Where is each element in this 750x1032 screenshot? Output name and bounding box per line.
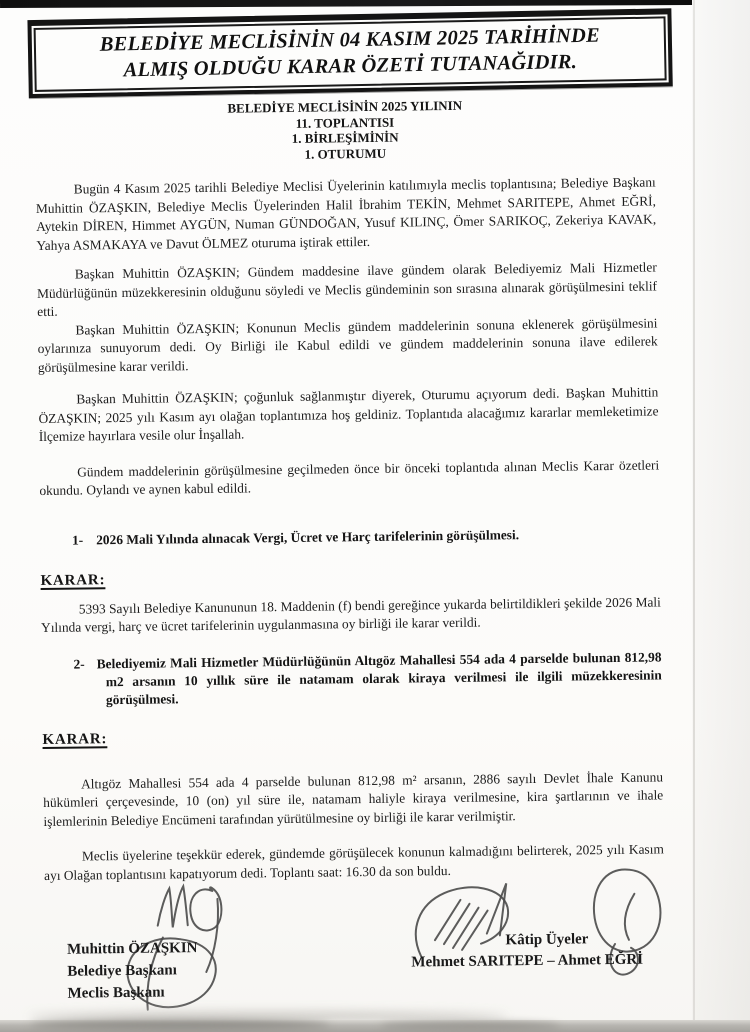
paragraph-agenda-addition-vote: Başkan Muhittin ÖZAŞKIN; Konunun Meclis gündem maddelerinin sonuna eklenerek görüşülmesini oylarınıza sunuyorum dedi. Oy Birliği ile Kabul edildi ve gündem maddelerinin sonuna ilave edilerek görüşülmesine karar verildi. (37, 314, 658, 375)
document-title-line-1: BELEDİYE MECLİSİNİN 04 KASIM 2025 TARİHİNDE (99, 24, 601, 56)
scan-bottom-blotch-1 (30, 1020, 330, 1030)
decision-text-2: Altıgöz Mahallesi 554 ada 4 parselde bulunan 812,98 m² arsanın, 2886 sayılı Devlet İhale Kanunu hükümleri çerçevesinde, 10 (on) yıl süre ile, natamam haliyle kiraya verilmesine, kira şartlarının ve ihale işlemlerinin Belediye Encümeni tarafından yürütülmesine oy birliği ile karar verilmiştir. (43, 768, 664, 829)
paragraph-previous-minutes: Gündem maddelerinin görüşülmesine geçilmeden önce bir önceki toplantıda alınan Meclis Karar özetleri okundu. Oylandı ve aynen kabul edildi. (39, 456, 660, 499)
meeting-session-line: 1. BİRLEŞİMİNİN (291, 129, 399, 146)
agenda-item-2-number: 2- (73, 655, 85, 672)
mayor-signature-block (67, 937, 198, 1005)
paragraph-session-opening: Başkan Muhittin ÖZAŞKIN; çoğunluk sağlanmıştır diyerek, Oturumu açıyorum dedi. Başkan Muhittin ÖZAŞKIN; 2025 yılı Kasım ayı olağan toplantımıza hoş geldiniz. Toplantıda alacağımız kararlar memleketimize İlçemize hayırlara vesile olur İnşallah. (38, 384, 659, 445)
agenda-item-1 (40, 524, 660, 550)
document-title-box (27, 8, 672, 98)
agenda-item-1-number: 1- (71, 531, 84, 548)
meeting-number-line: 11. TOPLANTISI (295, 114, 395, 131)
paragraph-closing: Meclis üyelerine teşekkür ederek, gündemde görüşülecek konunun kalmadığını belirterek, 2025 yılı Kasım ayı Olağan toplantısını kapatıyorum dedi. Toplantı saat: 16.30 da son buldu. (44, 841, 664, 883)
clerks-names: Mehmet SARITEPE – Ahmet EĞRİ (411, 951, 644, 971)
clerks-signature-block (397, 928, 657, 973)
meeting-sitting-line: 1. OTURUMU (304, 145, 387, 162)
decision-text-1: 5393 Sayılı Belediye Kanununun 18. Maddenin (f) bendi gereğince yukarda belirtildikleri şekilde 2026 Mali Yılında vergi, harç ve ücret tarifelerinin uygulanmasına oy birliği ile karar verildi. (41, 593, 661, 635)
agenda-item-2 (41, 648, 662, 710)
paragraph-attendance: Bugün 4 Kasım 2025 tarihli Belediye Meclisi Üyelerinin katılımıyla meclis toplantısına; Belediye Başkanı Muhittin ÖZAŞKIN, Belediye Meclis Üyelerinden Halil İbrahim TEKİN, Mehmet SARITEPE, Ahmet EĞRİ, Aytekin DİREN, Himmet AYGÜN, Numan GÜNDOĞAN, Yusuf KILINÇ, Ömer SARIKOÇ, Zekeriya KAVAK, Yahya ASMAKAYA ve Davut ÖLMEZ oturuma iştirak ettiler. (35, 174, 657, 253)
clerks-role: Kâtip Üyeler (505, 931, 589, 949)
decision-label-1: KARAR: (40, 571, 106, 589)
decision-label-2: KARAR: (42, 730, 108, 748)
scan-right-haze (692, 0, 750, 1032)
agenda-item-1-text: 2026 Mali Yılında alınacak Vergi, Ücret ve Harç tarifelerinin görüşülmesi. (96, 526, 520, 547)
scan-right-edge-line (693, 0, 695, 1032)
meeting-heading (35, 95, 656, 165)
mayor-title-2: Meclis Başkanı (67, 984, 165, 1002)
mayor-title-1: Belediye Başkanı (67, 962, 177, 980)
mayor-name: Muhittin ÖZAŞKIN (66, 940, 198, 958)
scan-bottom-edge-artifact (0, 1020, 750, 1032)
scan-top-edge-artifact (0, 0, 692, 8)
paragraph-agenda-addition-proposal: Başkan Muhittin ÖZAŞKIN; Gündem maddesine ilave gündem olarak Belediyemiz Mali Hizmetler Müdürlüğünün müzekkeresinin olduğunu söyledi ve Meclis gündeminin son sırasına alınarak görüşülmesini teklif etti. (36, 259, 658, 320)
document-content (34, 10, 667, 1032)
document-title-line-2: ALMIŞ OLDUĞU KARAR ÖZETİ TUTANAĞIDIR. (123, 51, 578, 82)
meeting-year-line: BELEDİYE MECLİSİNİN 2025 YILININ (227, 97, 463, 116)
scan-bottom-blotch-2 (380, 1022, 560, 1031)
agenda-item-2-text: Belediyemiz Mali Hizmetler Müdürlüğünün Altıgöz Mahallesi 554 ada 4 parselde bulunan 812,98 m2 arsanın 10 yıllık süre ile natamam olarak kiraya verilmesi ile ilgili müzekkeresinin görüşülmesi. (96, 648, 662, 707)
